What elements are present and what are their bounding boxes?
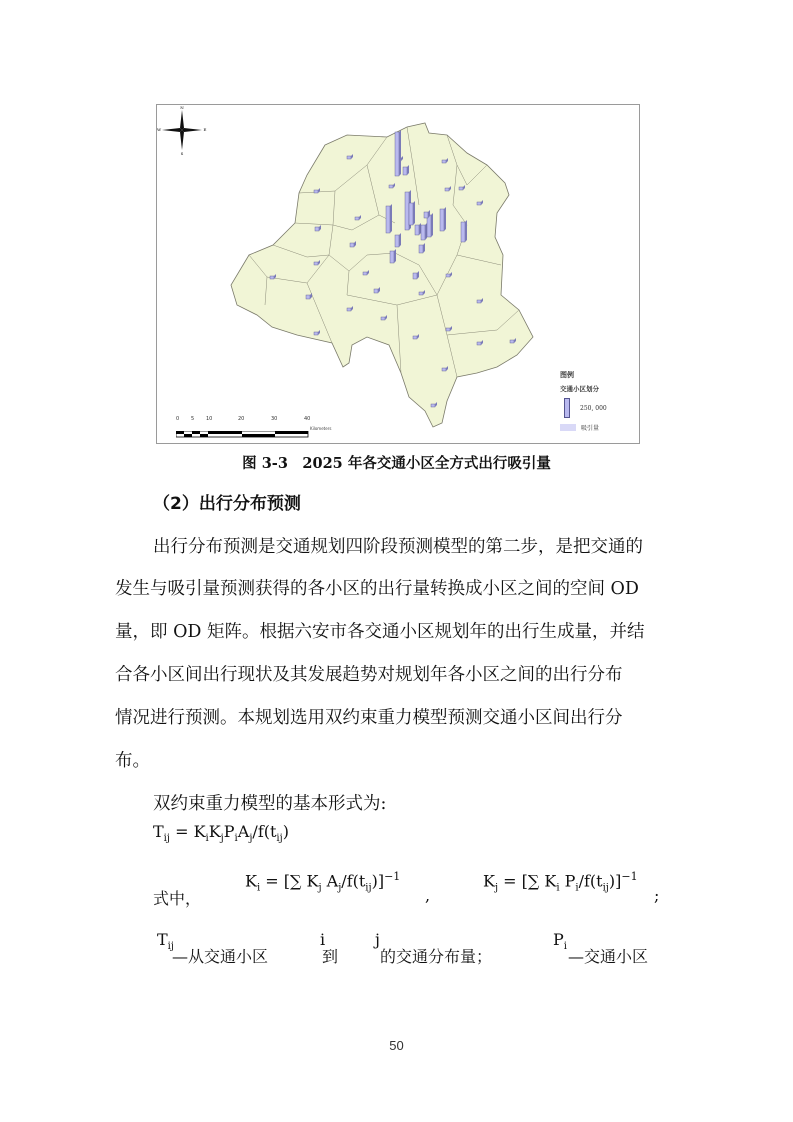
attraction-bar <box>390 251 394 263</box>
definition-1: —从交通小区 <box>172 947 269 966</box>
attraction-bar-side <box>444 207 446 231</box>
formula-ki: $K_i$ = [∑ $K_j$ $A_j/f(t_{ij})]^{-1}$ <box>245 870 401 894</box>
attraction-bar <box>477 202 481 205</box>
attraction-bar <box>409 203 413 225</box>
paragraph-line: 布。 <box>115 751 150 771</box>
attraction-bar <box>477 300 481 303</box>
scale-tick: 0 <box>176 416 180 422</box>
attraction-bar <box>510 340 514 343</box>
symbol-i: i <box>320 930 326 949</box>
map-legend <box>560 370 632 432</box>
attraction-bar <box>459 187 463 190</box>
legend-subtitle: 交通小区划分 <box>560 385 599 393</box>
scale-bar-graphic <box>176 431 310 439</box>
attraction-bar <box>386 206 390 233</box>
attraction-bar <box>413 273 417 279</box>
attraction-bar <box>461 222 465 242</box>
definition-2: 的交通分布量； <box>380 947 493 966</box>
attraction-bar <box>440 209 444 231</box>
compass-e: E <box>203 127 207 132</box>
attraction-bar <box>314 332 318 335</box>
definition-to: 到 <box>322 947 339 966</box>
attraction-bar <box>389 185 393 188</box>
attraction-bar <box>355 217 359 220</box>
attraction-bar <box>315 227 319 231</box>
compass-icon <box>157 105 207 155</box>
attraction-bar <box>446 274 450 277</box>
attraction-bar <box>403 167 407 175</box>
legend-bar-value: 250, 000 <box>580 404 607 412</box>
attraction-bar <box>314 262 318 265</box>
attraction-bar <box>306 295 310 299</box>
definition-3: —交通小区 <box>568 947 649 966</box>
attraction-bar <box>395 132 399 176</box>
where-label: 式中， <box>153 889 202 908</box>
paragraph-line: 发生与吸引量预测获得的各小区的出行量转换成小区之间的空间 OD <box>115 579 639 599</box>
attraction-bar-side <box>399 233 401 247</box>
scale-tick: 20 <box>238 416 245 422</box>
attraction-bar <box>477 342 481 345</box>
compass-n: N <box>180 105 184 110</box>
scale-bar <box>176 416 332 443</box>
figure-caption: 图 3-3 2025 年各交通小区全方式出行吸引量 <box>242 455 551 472</box>
attraction-bar <box>347 308 351 311</box>
attraction-bar <box>395 235 399 247</box>
attraction-bar-side <box>465 220 467 242</box>
attraction-bar <box>347 156 351 159</box>
attraction-bar <box>381 317 385 320</box>
legend-title: 图例 <box>560 370 574 379</box>
attraction-bar <box>446 328 450 331</box>
scale-tick: 30 <box>271 416 278 422</box>
paragraph-line: 合各小区间出行现状及其发展趋势对规划年各小区之间的出行分布 <box>115 665 623 685</box>
attraction-bar <box>419 292 423 295</box>
scale-units: Kilometers <box>310 426 332 431</box>
compass-w: W <box>157 127 162 132</box>
symbol-pi: $P_i$ <box>553 930 567 953</box>
attraction-bar-side <box>390 204 392 233</box>
scale-tick: 5 <box>191 416 195 422</box>
section-heading: （2）出行分布预测 <box>153 494 301 514</box>
attraction-bar <box>424 212 428 218</box>
attraction-bar-side <box>425 223 427 240</box>
attraction-bar <box>431 404 435 407</box>
attraction-bar <box>427 215 431 237</box>
paragraph-line: 情况进行预测。本规划选用双约束重力模型预测交通小区间出行分 <box>115 708 623 728</box>
attraction-bar-side <box>413 201 415 225</box>
attraction-bar-side <box>431 213 433 237</box>
formula-kj: $K_j$ = [∑ $K_i$ $P_i/f(t_{ij})]^{-1}$ <box>483 870 638 894</box>
attraction-bar <box>405 192 409 230</box>
page-number: 50 <box>389 1038 404 1053</box>
semicolon: ; <box>654 886 660 905</box>
paragraph-intro: 双约束重力模型的基本形式为: <box>153 794 387 814</box>
attraction-bar <box>442 368 446 371</box>
paragraph-line: 量，即 OD 矩阵。根据六安市各交通小区规划年的出行生成量，并结 <box>115 622 645 642</box>
attraction-bar <box>442 160 446 163</box>
region-outline <box>231 123 533 427</box>
attraction-bar <box>415 225 419 235</box>
attraction-bar <box>374 289 378 293</box>
attraction-bar <box>419 245 423 253</box>
attraction-bar <box>350 243 354 247</box>
attraction-bar <box>314 190 318 193</box>
attraction-bar <box>413 336 417 339</box>
attraction-bar <box>363 272 367 275</box>
legend-bar-symbol <box>564 398 570 418</box>
attraction-bar <box>270 276 274 279</box>
paragraph-line: 出行分布预测是交通规划四阶段预测模型的第二步，是把交通的 <box>153 537 643 557</box>
attraction-bar-side <box>394 249 396 263</box>
comma: , <box>425 886 431 905</box>
compass-s: S <box>180 151 184 155</box>
symbol-tij: $T_{ij}$ <box>157 930 174 953</box>
symbol-j: j <box>375 930 380 949</box>
attraction-bar <box>445 188 449 191</box>
attraction-bar-side <box>399 130 401 176</box>
attraction-bar-side <box>419 223 421 235</box>
attraction-bar <box>421 225 425 240</box>
formula-tij: $T_{ij} = K_iK_jP_iA_j/f(t_{ij})$ <box>153 822 289 845</box>
scale-tick: 40 <box>304 416 311 422</box>
legend-swatch <box>560 424 576 431</box>
scale-tick: 10 <box>206 416 213 422</box>
legend-swatch-label: 吸引量 <box>581 425 600 432</box>
